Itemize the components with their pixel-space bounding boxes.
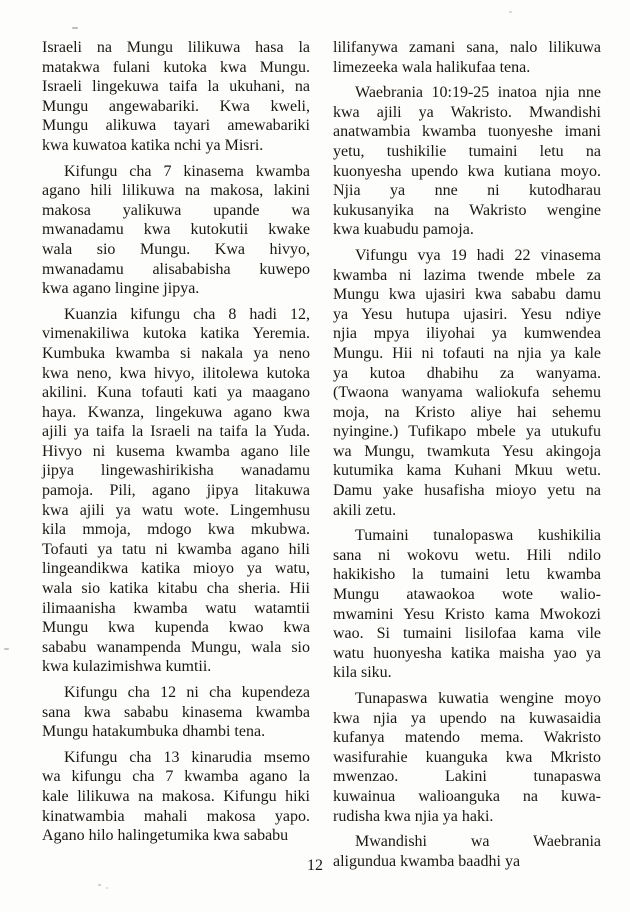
text-line: matakwa fulani kutoka kwa Mungu.	[42, 58, 310, 76]
text-line: limezeeka wala halikufaa tena.	[333, 58, 531, 76]
paragraph	[333, 526, 601, 683]
text-line: Mungu. Hii ni tofauti na njia ya kale	[333, 344, 601, 362]
text-line: kwa kuwatoa katika nchi ya Misri.	[42, 136, 264, 154]
text-line: Tofauti ya tatu ni kwamba agano hili	[42, 540, 310, 558]
text-line: kwa kuabudu pamoja.	[333, 221, 474, 239]
page-number: 12	[307, 857, 323, 874]
scan-speck	[106, 887, 108, 889]
text-line: kukusanyika na Wakristo wengine	[333, 201, 601, 219]
paragraph	[333, 38, 601, 77]
paragraph	[333, 246, 601, 520]
text-line: kuwainua walioanguka na kuwa-	[333, 787, 601, 805]
text-line: kila mmoja, mdogo kwa mkubwa.	[42, 521, 310, 539]
text-line: ya Yesu hutupa ujasiri. Yesu ndiye	[333, 305, 601, 323]
text-line: Mungu kwa ujasiri kwa sababu damu	[333, 286, 601, 304]
text-line: watu huonyesha katika maisha yao ya	[333, 644, 601, 662]
text-line: mwamini Yesu Kristo kama Mwokozi	[333, 605, 601, 623]
text-line: wasifurahie kuanguka kwa Mkristo	[333, 748, 601, 766]
text-line: Kifungu cha 13 kinarudia msemo	[64, 748, 310, 766]
paragraph	[42, 305, 310, 677]
text-line: mwenzao. Lakini tunapaswa	[333, 768, 601, 786]
text-line: Kifungu cha 7 kinasema kwamba	[64, 162, 310, 180]
scan-speck	[72, 27, 78, 29]
text-line: kwa agano lingine jipya.	[42, 280, 200, 298]
text-line: jipya lingewashirikisha wanadamu	[42, 462, 310, 480]
text-line: mwanadamu alisababisha kuwepo	[42, 260, 310, 278]
text-line: Waebrania 10:19-25 inatoa njia nne	[355, 84, 601, 102]
text-line: Mungu angewabariki. Kwa kweli,	[42, 97, 310, 115]
text-line: hakikisho la tumaini letu kwamba	[333, 566, 601, 584]
text-line: sana ni wokovu wetu. Hili ndilo	[333, 546, 601, 564]
text-line: Damu yake husafisha mioyo yetu na	[333, 482, 601, 500]
text-line: kufanya matendo mema. Wakristo	[333, 729, 601, 747]
text-line: Mwandishi wa Waebrania	[355, 833, 601, 851]
text-line: Kumbuka kwamba si nakala ya neno	[42, 344, 310, 362]
paragraph	[42, 162, 310, 299]
text-line: Agano hilo halingetumika kwa sababu	[42, 827, 289, 845]
text-line: moja, na Kristo aliye hai sehemu	[333, 403, 601, 421]
text-line: wala sio Mungu. Kwa hivyo,	[42, 240, 310, 258]
text-line: Israeli na Mungu lilikuwa hasa la	[42, 39, 310, 56]
text-line: wala sio katika kitabu cha sheria. Hii	[42, 580, 310, 598]
text-columns	[42, 38, 601, 871]
text-line: Vifungu vya 19 hadi 22 vinasema	[355, 246, 601, 264]
text-line: kale lilikuwa na makosa. Kifungu hiki	[42, 787, 310, 805]
text-line: vimenakiliwa kutoka katika Yeremia.	[42, 325, 310, 343]
text-line: pamoja. Pili, agano jipya litakuwa	[42, 482, 310, 500]
text-line: Mungu atawaokoa wote walio-	[333, 586, 601, 604]
text-line: kila siku.	[333, 664, 392, 682]
text-line: kinatwambia mahali makosa yapo.	[42, 807, 310, 825]
text-line: lingeandikwa katika mioyo ya watu,	[42, 560, 310, 578]
paragraph	[333, 83, 601, 240]
text-line: kuonyesha upendo kwa kutiana moyo.	[333, 162, 601, 180]
text-line: njia mpya iliyohai ya kumwendea	[333, 325, 601, 343]
text-line: ajili ya taifa la Israeli na taifa la Yuda.	[42, 423, 310, 441]
text-line: Mungu hatakumbuka dhambi tena.	[42, 723, 266, 741]
text-line: mwanadamu kwa kutokutii kwake	[42, 221, 310, 239]
text-line: nyingine.) Tufikapo mbele ya utukufu	[333, 423, 601, 441]
text-line: haya. Kwanza, lingekuwa agano kwa	[42, 403, 310, 421]
text-line: rudisha kwa njia ya haki.	[333, 807, 494, 825]
text-line: yetu, tushikilie tumaini letu na	[333, 142, 601, 160]
scan-speck	[4, 648, 9, 650]
text-line: akilini. Kuna tofauti kati ya maagano	[42, 384, 310, 402]
text-line: (Twaona wanyama waliokufa sehemu	[333, 384, 601, 402]
text-line: Hivyo ni kusema kwamba agano lile	[42, 442, 310, 460]
text-line: kwamba ni lazima twende mbele za	[333, 266, 601, 284]
text-line: Kuanzia kifungu cha 8 hadi 12,	[64, 305, 310, 323]
paragraph	[42, 683, 310, 742]
text-line: wa kifungu cha 7 kwamba agano la	[42, 768, 310, 786]
text-line: kwa ajili ya watu wote. Lingemhusu	[42, 501, 310, 519]
text-line: agano hili lilikuwa na makosa, lakini	[42, 182, 310, 200]
text-line: Njia ya nne ni kutodharau	[333, 182, 601, 200]
text-line: Kifungu cha 12 ni cha kupendeza	[64, 684, 310, 701]
text-line: Israeli lingekuwa taifa la ukuhani, na	[42, 78, 310, 96]
text-line: sababu wanampenda Mungu, wala sio	[42, 638, 310, 656]
text-line: aligundua kwamba baadhi ya	[333, 852, 521, 870]
right-column	[333, 38, 601, 871]
text-line: wao. Si tumaini lisilofaa kama vile	[333, 625, 601, 643]
text-line: kwa njia ya upendo na kuwasaidia	[333, 709, 601, 727]
text-line: kutumika kama Kuhani Mkuu wetu.	[333, 462, 601, 480]
text-line: Mungu alikuwa tayari amewabariki	[42, 117, 310, 135]
text-line: wa Mungu, twamkuta Yesu akingoja	[333, 442, 601, 460]
left-column	[42, 38, 310, 871]
text-line: ilimaanisha kwamba watu watamtii	[42, 599, 310, 617]
text-line: kwa kulazimishwa kumtii.	[42, 658, 212, 676]
text-line: Tunapaswa kuwatia wengine moyo	[355, 690, 601, 707]
text-line: akili zetu.	[333, 501, 397, 519]
text-line: sana kwa sababu kinasema kwamba	[42, 703, 310, 721]
text-line: Tumaini tunalopaswa kushikilia	[355, 527, 601, 545]
text-line: Mungu kwa kupenda kwao kwa	[42, 619, 310, 637]
scan-speck	[509, 11, 512, 13]
paragraph	[42, 38, 310, 156]
paragraph	[42, 748, 310, 846]
text-line: makosa yalikuwa upande wa	[42, 201, 310, 219]
text-line: kwa neno, kwa hivyo, ilitolewa kutoka	[42, 364, 310, 382]
text-line: ya kutoa dhabihu za wanyama.	[333, 364, 601, 382]
text-line: anatwambia kwamba tuonyeshe imani	[333, 123, 601, 141]
scan-speck	[98, 884, 101, 886]
text-line: kwa ajili ya Wakristo. Mwandishi	[333, 103, 601, 121]
text-line: lilifanywa zamani sana, nalo lilikuwa	[333, 39, 601, 56]
paragraph	[333, 689, 601, 826]
